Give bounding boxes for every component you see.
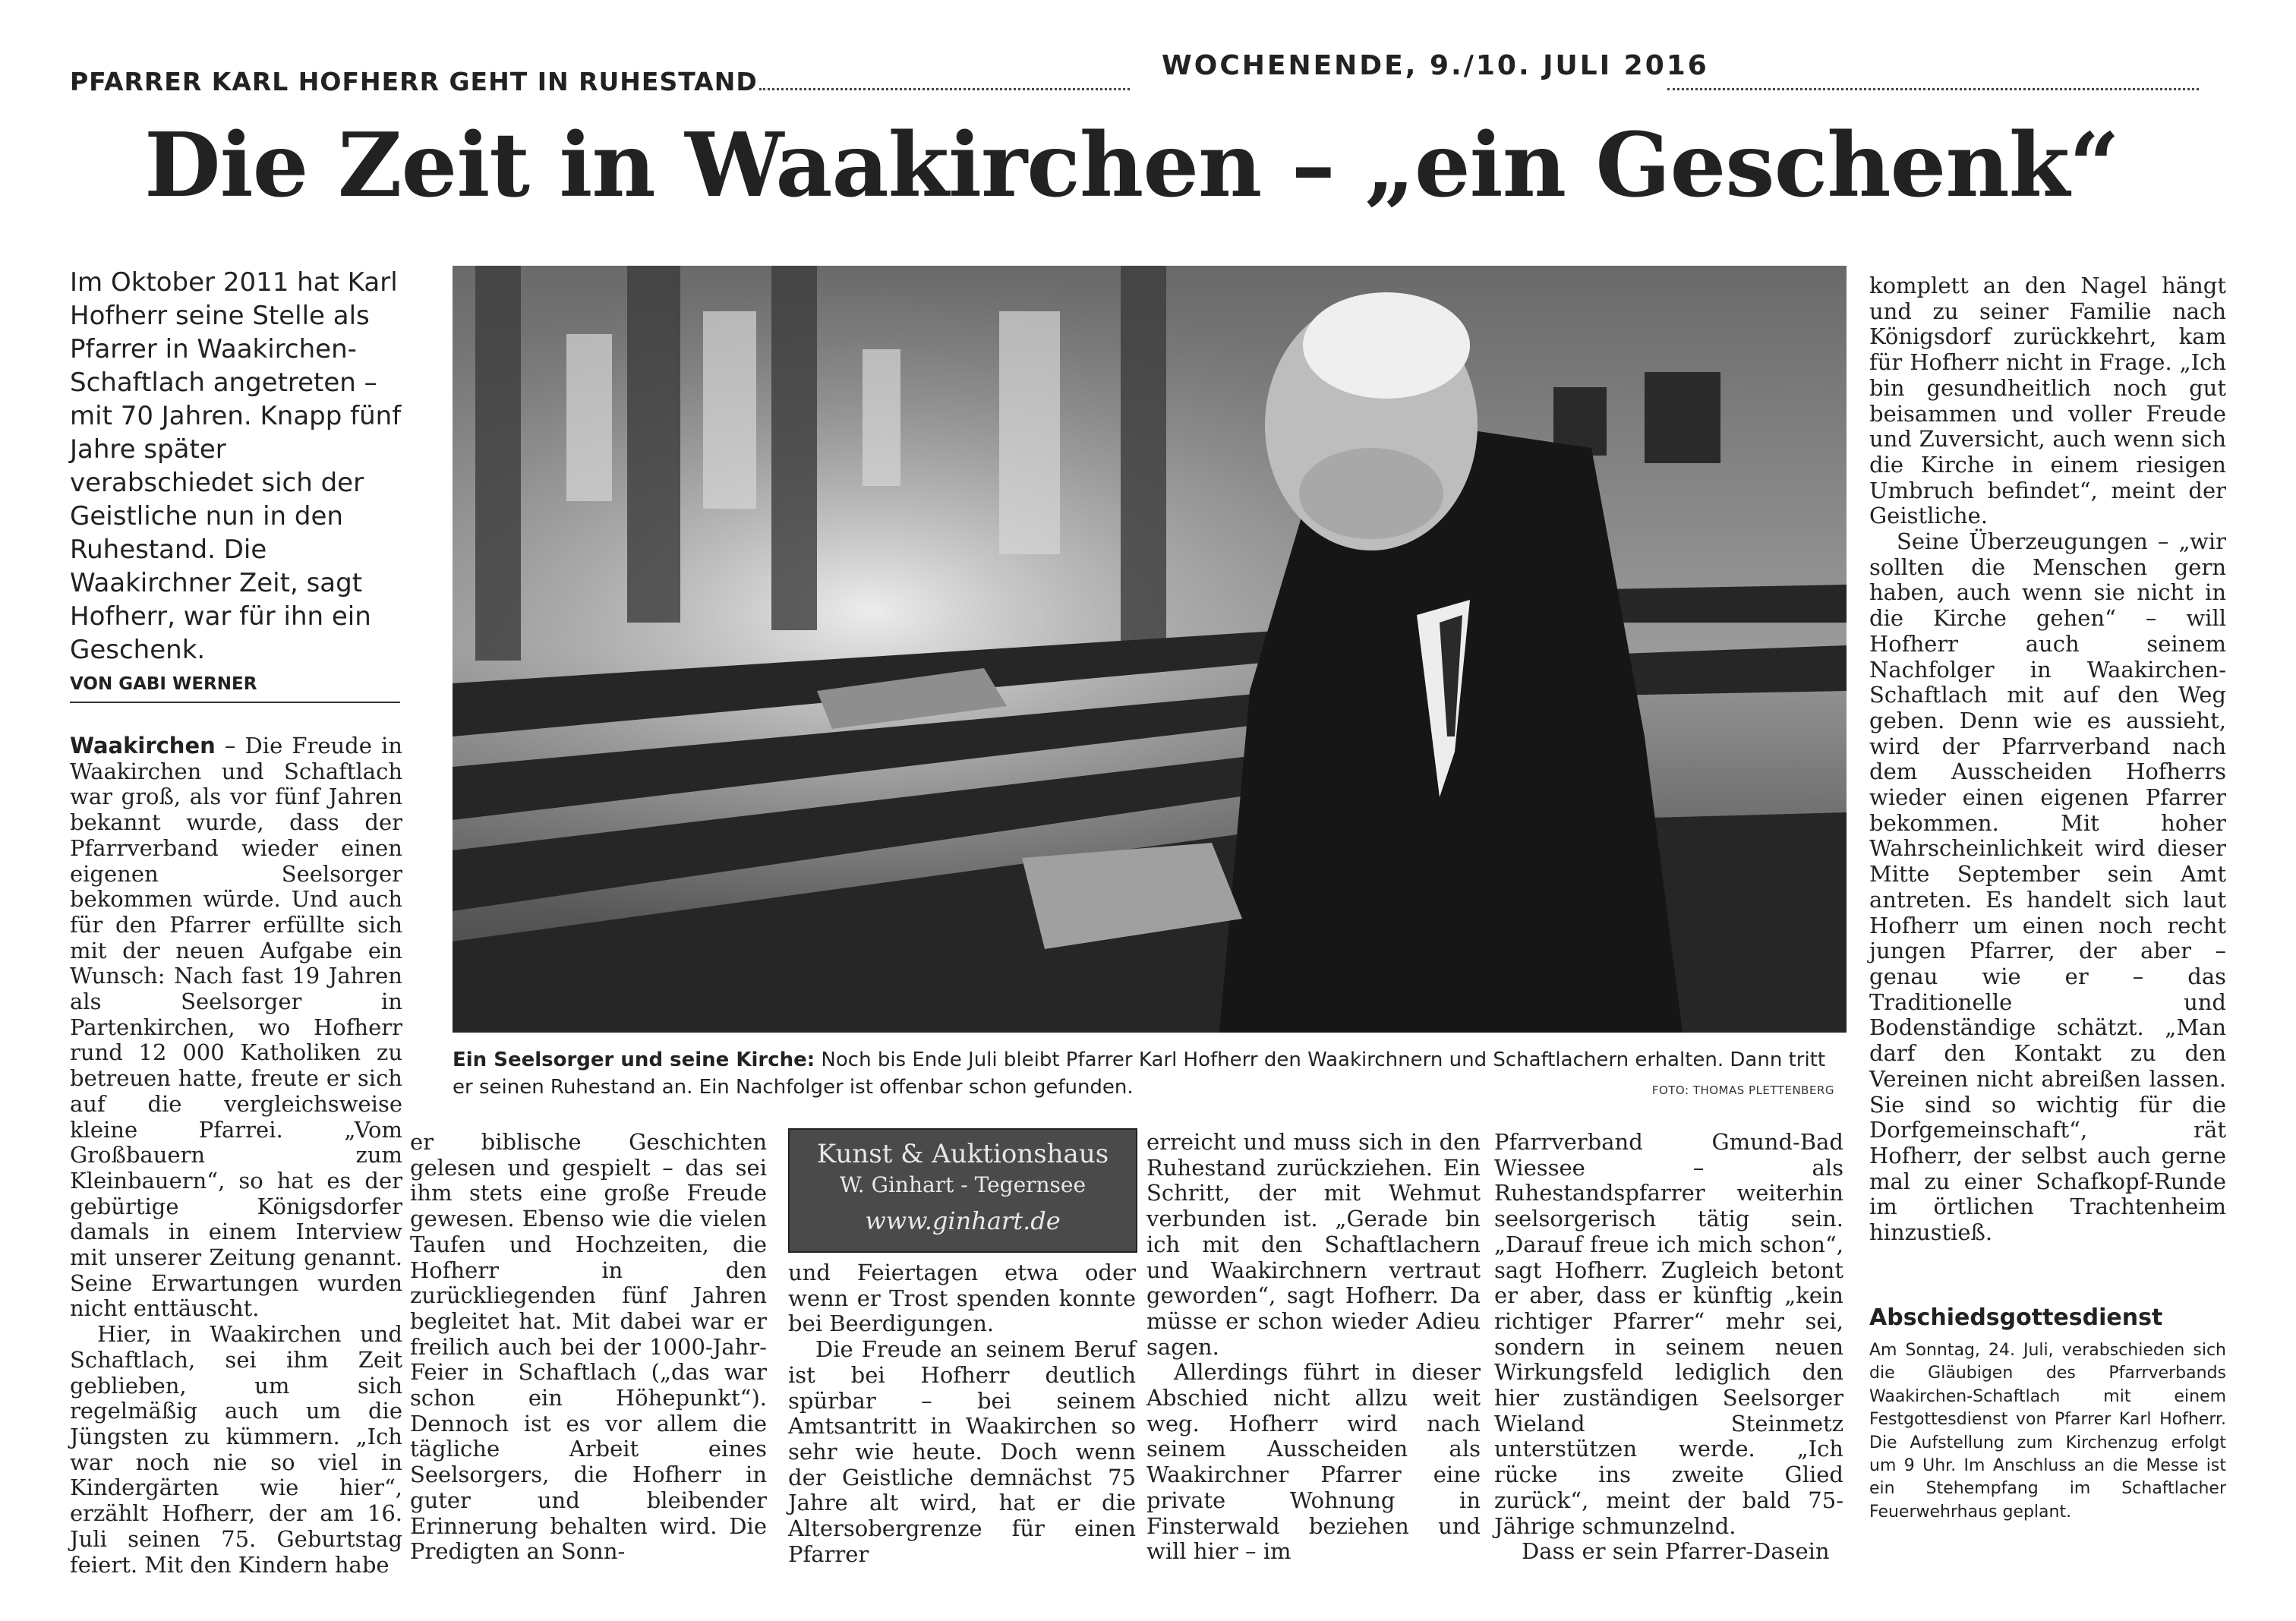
ad-url: www.ginhart.de bbox=[865, 1206, 1061, 1235]
paragraph: er biblische Geschichten gelesen und gespielt – das sei ihm stets eine große Freude gewesen. Ebenso wie die vielen Taufen und Hochzeiten, die Hofherr in den zurückliegenden fünf Jahren begleitet hat. Mit dabei war er freilich auch bei der 1000-Jahr-Feier in Schaftlach („das war schon ein Höhepunkt“). Dennoch ist es vor allem die tägliche Arbeit eines Seelsorgers, die Hofherr in guter und bleibender Erinnerung behalten wird. Die Predigten an Sonn- bbox=[410, 1129, 767, 1565]
photo-caption bbox=[453, 1046, 1847, 1101]
place-dateline: Waakirchen bbox=[70, 733, 216, 758]
ad-line: W. Ginhart - Tegernsee bbox=[839, 1172, 1086, 1197]
sidebar-heading: Abschiedsgottesdienst bbox=[1869, 1304, 2163, 1331]
church-interior-photo bbox=[453, 266, 1847, 1033]
article-column-4 bbox=[1146, 1130, 1481, 1565]
article-photo bbox=[453, 266, 1847, 1033]
dateline-divider bbox=[1667, 88, 2199, 90]
byline-rule bbox=[70, 702, 400, 703]
article-column-1 bbox=[70, 733, 402, 1578]
paragraph: komplett an den Nagel hängt und zu seiner Familie nach Königsdorf zurückkehrt, kam für Hofherr nicht in Frage. „Ich bin gesundheitlich noch gut beisammen und voller Freude und Zuversicht, auch wenn sich die Kirche in einem riesigen Umbruch befindet“, meint der Geistliche. bbox=[1869, 273, 2226, 529]
article-column-5 bbox=[1494, 1130, 1843, 1565]
photo-credit: FOTO: THOMAS PLETTENBERG bbox=[1651, 1083, 1834, 1097]
ad-line: Kunst & Auktionshaus bbox=[816, 1139, 1109, 1169]
article-column-6 bbox=[1869, 273, 2226, 1246]
article-column-2 bbox=[410, 1130, 767, 1565]
headline: Die Zeit in Waakirchen – „ein Geschenk“ bbox=[144, 114, 2119, 217]
paragraph: und Feiertagen etwa oder wenn er Trost spenden konnte bei Beerdigungen. bbox=[788, 1260, 1136, 1337]
paragraph: Seine Überzeugungen – „wir sollten die Menschen gern haben, auch wenn sie nicht in die Kirche gehen“ – will Hofherr auch seinem Nachfolger in Waakirchen-Schaftlach mit auf den Weg geben. Denn wie es aussieht, wird der Pfarrverband nach dem Ausscheiden Hofherrs wieder einen eigenen Pfarrer bekommen. Mit hoher Wahrscheinlichkeit wird dieser Mitte September sein Amt antreten. Es handelt sich laut Hofherr um einen noch recht jungen Pfarrer, der aber – genau wie er – das Traditionelle und Bodenständige schätzt. „Man darf den Kontakt zu den Vereinen nicht abreißen lassen. Sie sind so wichtig für die Dorfgemeinschaft“, rät Hofherr, der selbst auch gerne mal zu einer Schafkopf-Runde im örtlichen Trachtenheim hinzustieß. bbox=[1869, 528, 2226, 1246]
paragraph: Pfarrverband Gmund-Bad Wiessee – als Ruhestandspfarrer weiterhin seelsorgerisch tätig sein. „Darauf freue ich mich schon“, sagt Hofherr. Zugleich betont er aber, dass er künftig „kein richtiger Pfarrer“ mehr sei, sondern in seinem neuen Wirkungsfeld lediglich den hier zuständigen Seelsorger Wieland Steinmetz unterstützen werde. „Ich rücke ins zweite Glied zurück“, meint der bald 75-Jährige schmunzelnd. bbox=[1494, 1129, 1843, 1539]
section-kicker: PFARRER KARL HOFHERR GEHT IN RUHESTAND bbox=[70, 67, 758, 96]
kicker-divider bbox=[759, 88, 1130, 90]
paragraph: Allerdings führt in dieser Abschied nicht allzu weit weg. Hofherr wird nach seinem Ausscheiden als Waakirchner Pfarrer eine private Wohnung in Finsterwald beziehen und will hier – im bbox=[1146, 1359, 1481, 1565]
paragraph: Dass er sein Pfarrer-Dasein bbox=[1522, 1538, 1830, 1565]
caption-lead: Ein Seelsorger und seine Kirche: bbox=[453, 1049, 815, 1071]
paragraph: Hier, in Waakirchen und Schaftlach, sei ihm Zeit geblieben, um sich regelmäßig auch um die Jüngsten zu kümmern. „Ich war noch nie so viel in Kindergärten wie hier“, erzählt Hofherr, der am 16. Juli seinen 75. Geburtstag feiert. Mit den Kindern habe bbox=[70, 1321, 402, 1578]
dateline: WOCHENENDE, 9./10. JULI 2016 bbox=[1162, 50, 1709, 81]
byline: VON GABI WERNER bbox=[70, 674, 257, 694]
advertisement[interactable] bbox=[788, 1128, 1137, 1253]
lead-paragraph: Im Oktober 2011 hat Karl Hofherr seine Stelle als Pfarrer in Waakirchen-Schaftlach angetreten – mit 70 Jahren. Knapp fünf Jahre später verabschiedet sich der Geistliche nun in den Ruhestand. Die Waakirchner Zeit, sagt Hofherr, war für ihn ein Geschenk. bbox=[70, 267, 402, 665]
paragraph: Waakirchen – Die Freude in Waakirchen und Schaftlach war groß, als vor fünf Jahren bekannt wurde, dass der Pfarrverband wieder einen eigenen Seelsorger bekommen würde. Und auch für den Pfarrer erfüllte sich mit der neuen Aufgabe ein Wunsch: Nach fast 19 Jahren als Seelsorger in Partenkirchen, wo Hofherr rund 12 000 Katholiken zu betreuen hatte, freute er sich auf die vergleichsweise kleine Pfarrei. „Vom Großbauern zum Kleinbauern“, so hat es der gebürtige Königsdorfer damals in einem Interview mit unserer Zeitung genannt. Seine Erwartungen wurden nicht enttäuscht. bbox=[70, 733, 402, 1322]
caption-text: Noch bis Ende Juli bleibt Pfarrer Karl Hofherr den Waakirchnern und Schaftlachern erhalten. Dann tritt er seinen Ruhestand an. Ein Nachfolger ist offenbar schon gefunden. bbox=[453, 1049, 1826, 1099]
article-column-3 bbox=[788, 1260, 1136, 1567]
paragraph: Die Freude an seinem Beruf ist bei Hofherr deutlich spürbar – bei seinem Amtsantritt in Waakirchen so sehr wie heute. Doch wenn der Geistliche demnächst 75 Jahre alt wird, hat er die Altersobergrenze für einen Pfarrer bbox=[788, 1336, 1136, 1567]
sidebar-text: Am Sonntag, 24. Juli, verabschieden sich die Gläubigen des Pfarrverbands Waakirchen-Schaftlach mit einem Festgottesdienst von Pfarrer Karl Hofherr. Die Aufstellung zum Kirchenzug erfolgt um 9 Uhr. Im Anschluss an die Messe ist ein Stehempfang im Schaftlacher Feuerwehrhaus geplant. bbox=[1869, 1341, 2226, 1522]
paragraph: erreicht und muss sich in den Ruhestand zurückziehen. Ein Schritt, der mit Wehmut verbunden ist. „Gerade bin ich mit den Schaftlachern und Waakirchnern vertraut geworden“, sagt Hofherr. Da müsse er schon wieder Adieu sagen. bbox=[1146, 1129, 1481, 1360]
